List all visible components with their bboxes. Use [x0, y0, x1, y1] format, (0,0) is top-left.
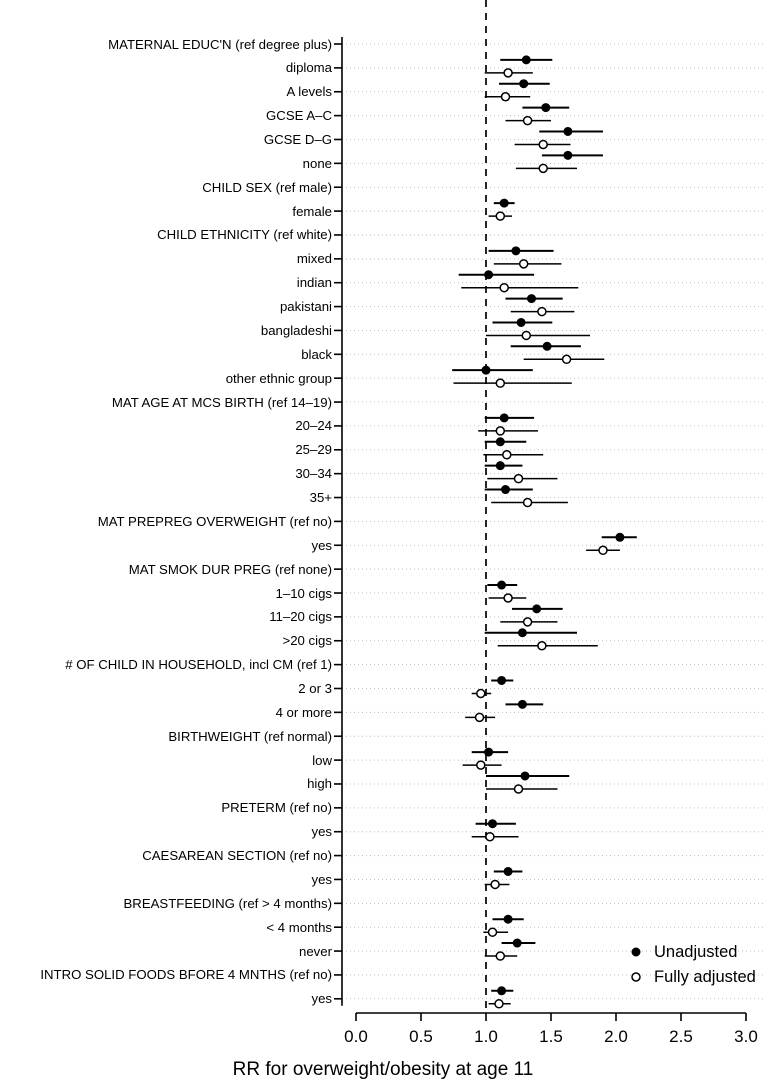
row-label: yes	[311, 824, 332, 840]
estimate-fully-adjusted	[515, 140, 571, 148]
x-tick-label: 3.0	[734, 1027, 758, 1046]
estimate-fully-adjusted	[511, 308, 575, 316]
x-tick-label: 1.5	[539, 1027, 563, 1046]
point-marker-open	[496, 212, 504, 220]
row-group-header-label: MAT SMOK DUR PREG (ref none)	[128, 561, 332, 577]
point-marker-filled	[564, 127, 572, 135]
point-marker-open	[495, 1000, 503, 1008]
row-group-header-label: INTRO SOLID FOODS BFORE 4 MNTHS (ref no)	[40, 967, 332, 983]
row-label: 1–10 cigs	[275, 585, 332, 601]
row-label: indian	[296, 275, 332, 291]
point-marker-filled	[518, 629, 526, 637]
point-marker-open	[520, 260, 528, 268]
row-label: none	[302, 155, 332, 171]
point-marker-open	[496, 379, 504, 387]
row-group-header-label: BIRTHWEIGHT (ref normal)	[168, 728, 332, 744]
estimate-fully-adjusted	[489, 212, 512, 220]
estimate-fully-adjusted	[472, 689, 492, 697]
point-marker-open	[489, 928, 497, 936]
estimate-unadjusted	[452, 366, 533, 374]
row-label: 2 or 3	[298, 680, 332, 696]
estimate-unadjusted	[512, 605, 563, 613]
row-label: female	[292, 203, 332, 219]
estimate-fully-adjusted	[489, 1000, 511, 1008]
estimate-unadjusted	[494, 199, 515, 207]
point-marker-filled	[521, 772, 529, 780]
point-marker-open	[504, 69, 512, 77]
x-axis-title: RR for overweight/obesity at age 11	[232, 1059, 534, 1080]
estimate-unadjusted	[459, 271, 534, 279]
row-label: 20–24	[295, 418, 332, 434]
estimate-fully-adjusted	[485, 93, 531, 101]
legend-label-unadjusted: Unadjusted	[654, 943, 738, 961]
point-marker-open	[500, 284, 508, 292]
point-marker-open	[563, 355, 571, 363]
row-label: high	[307, 776, 332, 792]
point-marker-open	[504, 594, 512, 602]
row-label: mixed	[296, 251, 332, 267]
row-label: yes	[311, 871, 332, 887]
point-marker-open	[539, 164, 547, 172]
row-group-header-label: PRETERM (ref no)	[221, 800, 332, 816]
point-marker-filled	[512, 247, 520, 255]
point-marker-filled	[500, 414, 508, 422]
x-tick-label: 0.0	[344, 1027, 368, 1046]
row-label: < 4 months	[266, 919, 332, 935]
point-marker-open	[476, 713, 484, 721]
point-marker-open	[477, 761, 485, 769]
row-group-header-label: CHILD SEX (ref male)	[202, 179, 332, 195]
point-marker-filled	[485, 748, 493, 756]
estimate-fully-adjusted	[491, 499, 568, 507]
estimate-fully-adjusted	[485, 880, 510, 888]
estimate-unadjusted	[539, 127, 603, 135]
row-group-header-label: CAESAREAN SECTION (ref no)	[142, 848, 332, 864]
point-marker-filled	[528, 295, 536, 303]
point-marker-filled	[496, 462, 504, 470]
estimate-fully-adjusted	[478, 427, 538, 435]
row-group-header-label: MAT PREPREG OVERWEIGHT (ref no)	[97, 513, 332, 529]
estimate-fully-adjusted	[516, 164, 577, 172]
row-label: yes	[311, 991, 332, 1007]
point-marker-filled	[564, 151, 572, 159]
estimate-fully-adjusted	[485, 69, 533, 77]
estimate-unadjusted	[485, 629, 577, 637]
estimate-fully-adjusted	[494, 260, 562, 268]
estimate-unadjusted	[491, 987, 513, 995]
estimate-unadjusted	[489, 247, 554, 255]
estimate-unadjusted	[493, 318, 553, 326]
row-label: A levels	[286, 84, 332, 100]
point-marker-filled	[518, 700, 526, 708]
row-label: other ethnic group	[225, 370, 332, 386]
point-marker-open	[491, 880, 499, 888]
point-marker-filled	[520, 80, 528, 88]
estimate-fully-adjusted	[500, 618, 557, 626]
point-marker-open	[515, 785, 523, 793]
row-label: pakistani	[279, 299, 332, 315]
point-marker-filled	[500, 199, 508, 207]
row-label: yes	[311, 537, 332, 553]
estimate-unadjusted	[506, 700, 544, 708]
legend-label-fully-adjusted: Fully adjusted	[654, 968, 756, 986]
estimate-fully-adjusted	[461, 284, 578, 292]
data-points	[452, 56, 637, 1008]
legend-markers	[632, 948, 640, 981]
point-marker-open	[496, 427, 504, 435]
estimate-fully-adjusted	[465, 713, 495, 721]
estimate-unadjusted	[472, 748, 508, 756]
row-label: 30–34	[295, 466, 332, 482]
estimate-fully-adjusted	[485, 952, 518, 960]
estimate-unadjusted	[511, 342, 581, 350]
row-label: never	[299, 943, 332, 959]
point-marker-open	[524, 499, 532, 507]
legend-marker-filled-circle	[632, 948, 640, 956]
estimate-fully-adjusted	[489, 594, 527, 602]
point-marker-filled	[482, 366, 490, 374]
point-marker-filled	[517, 318, 525, 326]
point-marker-open	[599, 546, 607, 554]
row-group-header-label: MATERNAL EDUC'N (ref degree plus)	[108, 36, 332, 52]
estimate-fully-adjusted	[472, 833, 519, 841]
estimate-unadjusted	[485, 414, 534, 422]
estimate-unadjusted	[493, 915, 524, 923]
point-marker-filled	[522, 56, 530, 64]
x-tick-label: 2.0	[604, 1027, 628, 1046]
point-marker-open	[539, 140, 547, 148]
point-marker-open	[496, 952, 504, 960]
estimate-unadjusted	[506, 295, 563, 303]
estimate-unadjusted	[542, 151, 603, 159]
row-label: 25–29	[295, 442, 332, 458]
row-label: bangladeshi	[260, 322, 332, 338]
point-marker-open	[486, 833, 494, 841]
point-marker-open	[538, 308, 546, 316]
legend-marker-open-circle	[632, 973, 640, 981]
estimate-unadjusted	[522, 104, 569, 112]
estimate-unadjusted	[494, 867, 523, 875]
point-marker-filled	[489, 820, 497, 828]
estimate-unadjusted	[486, 772, 569, 780]
estimate-unadjusted	[499, 80, 550, 88]
estimate-fully-adjusted	[506, 117, 552, 125]
point-marker-filled	[504, 867, 512, 875]
point-marker-open	[503, 451, 511, 459]
estimate-unadjusted	[485, 462, 523, 470]
x-tick-label: 0.5	[409, 1027, 433, 1046]
x-tick-label: 2.5	[669, 1027, 693, 1046]
estimate-fully-adjusted	[483, 451, 543, 459]
point-marker-filled	[542, 104, 550, 112]
estimate-unadjusted	[500, 56, 552, 64]
axis-lines	[334, 37, 746, 1021]
row-label: 11–20 cigs	[269, 609, 332, 625]
x-tick-label: 1.0	[474, 1027, 498, 1046]
row-group-header-label: BREASTFEEDING (ref > 4 months)	[123, 895, 332, 911]
estimate-fully-adjusted	[486, 331, 590, 339]
estimate-fully-adjusted	[498, 642, 598, 650]
row-label: 4 or more	[275, 704, 332, 720]
estimate-fully-adjusted	[487, 475, 557, 483]
point-marker-filled	[502, 486, 510, 494]
row-label: >20 cigs	[282, 633, 332, 649]
point-marker-open	[524, 618, 532, 626]
point-marker-filled	[498, 581, 506, 589]
estimate-unadjusted	[485, 438, 527, 446]
point-marker-open	[522, 331, 530, 339]
row-label: GCSE A–C	[266, 108, 332, 124]
estimate-unadjusted	[502, 939, 536, 947]
point-marker-open	[524, 117, 532, 125]
row-group-header-label: # OF CHILD IN HOUSEHOLD, incl CM (ref 1)	[65, 657, 332, 673]
row-label: low	[312, 752, 332, 768]
point-marker-filled	[543, 342, 551, 350]
row-group-header-label: CHILD ETHNICITY (ref white)	[157, 227, 332, 243]
point-marker-filled	[498, 676, 506, 684]
estimate-fully-adjusted	[463, 761, 502, 769]
point-marker-filled	[504, 915, 512, 923]
estimate-fully-adjusted	[454, 379, 572, 387]
point-marker-open	[477, 689, 485, 697]
point-marker-open	[502, 93, 510, 101]
row-label: black	[301, 346, 332, 362]
point-marker-filled	[498, 987, 506, 995]
estimate-unadjusted	[491, 676, 513, 684]
point-marker-filled	[496, 438, 504, 446]
row-group-header-label: MAT AGE AT MCS BIRTH (ref 14–19)	[111, 394, 332, 410]
point-marker-filled	[616, 533, 624, 541]
estimate-unadjusted	[485, 486, 533, 494]
row-label: diploma	[285, 60, 332, 76]
point-marker-filled	[533, 605, 541, 613]
estimate-fully-adjusted	[483, 928, 508, 936]
point-marker-filled	[513, 939, 521, 947]
estimate-fully-adjusted	[486, 785, 558, 793]
row-label: GCSE D–G	[263, 131, 332, 147]
point-marker-filled	[485, 271, 493, 279]
point-marker-open	[538, 642, 546, 650]
estimate-unadjusted	[487, 581, 517, 589]
estimate-fully-adjusted	[586, 546, 620, 554]
point-marker-open	[515, 475, 523, 483]
row-label: 35+	[309, 490, 332, 506]
grid-lines	[342, 44, 766, 999]
estimate-fully-adjusted	[524, 355, 605, 363]
estimate-unadjusted	[602, 533, 637, 541]
estimate-unadjusted	[476, 820, 516, 828]
